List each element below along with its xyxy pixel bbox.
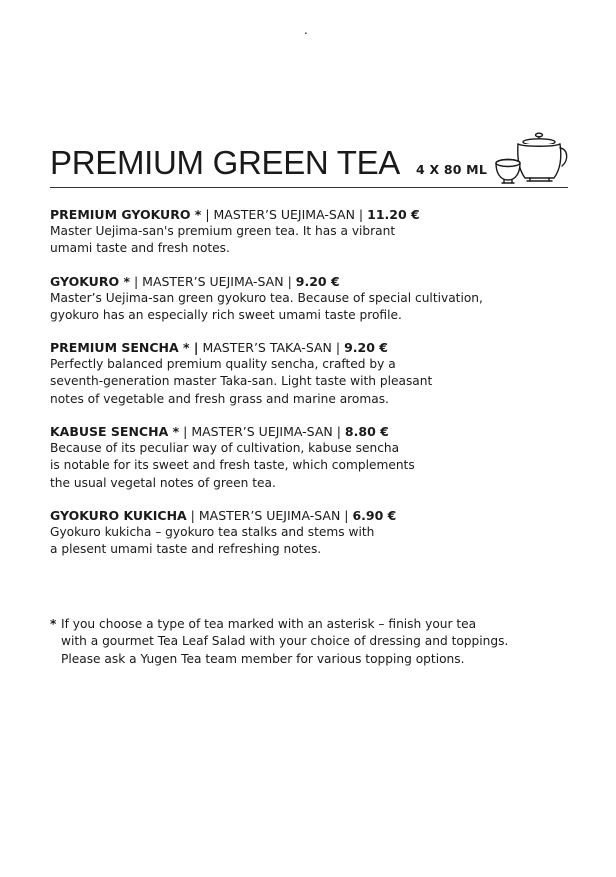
- item-heading: PREMIUM GYOKURO * | MASTER’S UEJIMA-SAN | 11.20 €: [50, 207, 420, 222]
- top-dot: .: [304, 23, 308, 37]
- item-name: PREMIUM SENCHA * |: [50, 340, 199, 356]
- footnote-text: If you choose a type of tea marked with an asterisk – finish your tea with a gourmet Tea Leaf Salad with your choice of dressing and toppings. Please ask a Yugen Tea team member for various topping options.: [61, 617, 509, 666]
- item-name: GYOKURO *: [50, 273, 130, 289]
- item-name: GYOKURO KUKICHA: [50, 507, 187, 523]
- tea-list: [50, 206, 570, 574]
- menu-item-premium-gyokuro: [50, 206, 570, 258]
- item-description: Perfectly balanced premium quality sencha, crafted by a seventh-generation master Taka-san. Light taste with pleasant notes of vegetable and fresh grass and marine aromas.: [50, 357, 433, 406]
- page-title: PREMIUM GREEN TEA: [50, 144, 401, 181]
- menu-item-gyokuro-kukicha: [50, 507, 570, 559]
- item-master: MASTER’S TAKA-SAN: [202, 340, 332, 356]
- item-master: MASTER’S UEJIMA-SAN: [142, 273, 284, 289]
- menu-item-premium-sencha: [50, 339, 570, 408]
- item-price: 6.90 €: [352, 507, 397, 523]
- item-heading: GYOKURO KUKICHA | MASTER’S UEJIMA-SAN | 6.90 €: [50, 507, 397, 523]
- item-master: MASTER’S UEJIMA-SAN: [191, 424, 333, 440]
- item-price: 9.20 €: [344, 340, 388, 356]
- item-heading: PREMIUM SENCHA * | MASTER’S TAKA-SAN | 9.20 €: [50, 340, 388, 356]
- item-heading: GYOKURO * | MASTER’S UEJIMA-SAN | 9.20 €: [50, 273, 340, 289]
- item-master: MASTER’S UEJIMA-SAN: [213, 207, 355, 222]
- item-price: 9.20 €: [295, 273, 340, 289]
- item-description: Because of its peculiar way of cultivation, kabuse sencha is notable for its sweet and fresh taste, which complements the usual vegetal notes of green tea.: [50, 441, 415, 490]
- item-description: Gyokuro kukicha – gyokuro tea stalks and stems with a plesent umami taste and refreshing notes.: [50, 524, 375, 557]
- menu-item-kabuse-sencha: [50, 423, 570, 492]
- item-description: Master’s Uejima-san green gyokuro tea. Because of special cultivation, gyokuro has an especially rich sweet umami taste profile.: [50, 290, 483, 322]
- item-price: 11.20 €: [367, 207, 420, 222]
- item-name: KABUSE SENCHA *: [50, 424, 180, 440]
- item-description: Master Uejima-san's premium green tea. It has a vibrant umami taste and fresh notes.: [50, 224, 396, 256]
- serving-volume: 4 X 80 ML: [416, 162, 487, 177]
- asterisk-marker: *: [50, 617, 57, 631]
- menu-item-gyokuro: [50, 273, 570, 325]
- item-price: 8.80 €: [344, 424, 389, 440]
- header-divider: [50, 187, 568, 188]
- asterisk-footnote: [50, 616, 570, 668]
- item-name: PREMIUM GYOKURO *: [50, 207, 202, 222]
- item-heading: KABUSE SENCHA * | MASTER’S UEJIMA-SAN | 8.80 €: [50, 424, 389, 440]
- item-master: MASTER’S UEJIMA-SAN: [198, 507, 341, 523]
- teapot-icon: [494, 130, 570, 186]
- menu-header: [50, 128, 568, 188]
